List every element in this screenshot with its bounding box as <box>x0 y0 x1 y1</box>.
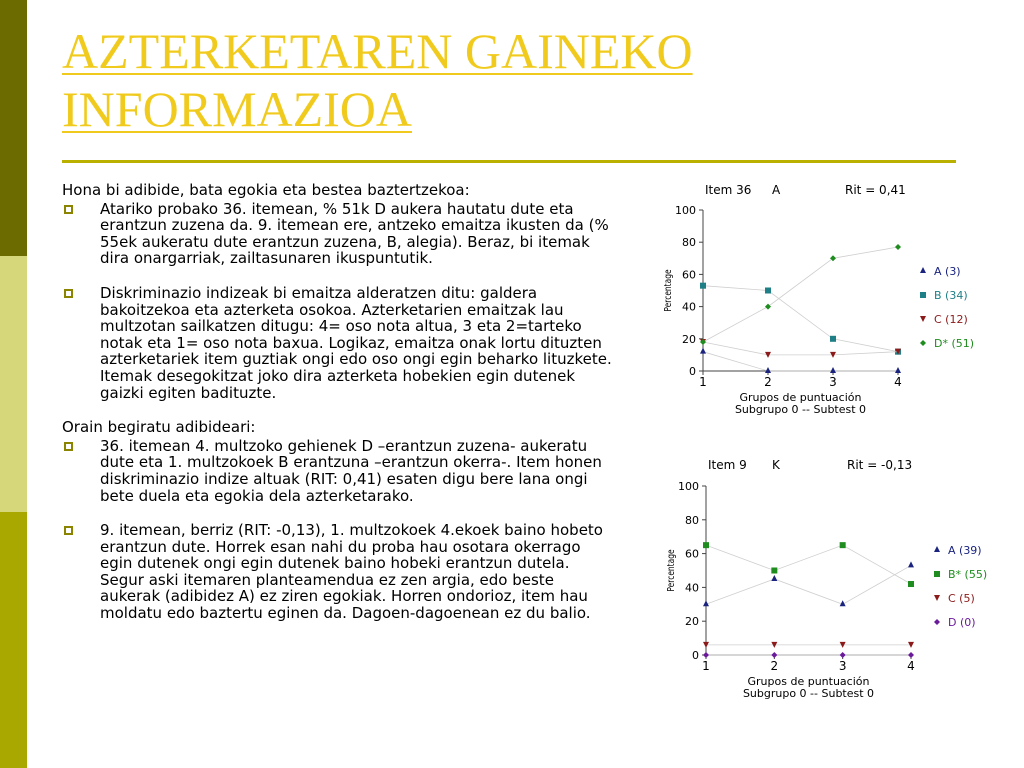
legend-marker <box>934 595 940 601</box>
left-accent-bar <box>0 0 27 768</box>
chart-title-rit: Rit = -0,13 <box>847 458 913 472</box>
data-point <box>765 304 771 310</box>
legend-label: D* (51) <box>934 337 975 350</box>
data-point <box>700 348 706 354</box>
intro-text: Hona bi adibide, bata egokia eta bestea baztertzekoa: <box>62 181 470 199</box>
legend-marker <box>920 316 926 322</box>
data-point <box>771 568 777 574</box>
title-line-2: INFORMAZIOA <box>62 81 412 137</box>
y-tick-label: 100 <box>675 204 696 217</box>
series-line <box>706 565 911 604</box>
legend-marker <box>934 619 940 625</box>
data-point <box>895 244 901 250</box>
x-tick-label: 4 <box>894 375 902 389</box>
x-axis-label: Grupos de puntuación <box>747 675 870 688</box>
list-item <box>62 522 612 622</box>
page-title <box>62 22 942 138</box>
item-9-chart <box>620 450 990 705</box>
chart-subtitle: Subgrupo 0 -- Subtest 0 <box>734 403 867 416</box>
list-item-text: Atariko probako 36. itemean, % 51k D aukera hautatu dute eta erantzun zuzena da. 9. itemean ere, antzeko emaitza ikusten da (% 55ek aukeratu dute erantzun zuzena, B, alegia). Beraz, bi itemak dira onargarriak, zailtasunaren ikuspuntutik. <box>100 199 609 268</box>
legend-label: B (34) <box>934 289 968 302</box>
list-item-text: 9. itemean, berriz (RIT: -0,13), 1. multzokoek 4.ekoek baino hobeto erantzun dute. Horrek esan nahi du proba hau osotara okerrago egin dutenek ongi egin dutenek baino hobeki erantzun dutela. Segur aski itemaren planteamendua ez zen argia, edo beste aukerak (adibidez A) ez ziren egokiak. Horren ondorioz, item hau moldatu edo baztertu eginen da. Dagoen-dagoenean ez du balio. <box>100 521 603 623</box>
legend-label: A (3) <box>934 265 961 278</box>
x-tick-label: 2 <box>764 375 772 389</box>
y-tick-label: 80 <box>682 236 696 250</box>
legend-label: A (39) <box>948 544 982 557</box>
chart-title-rit: Rit = 0,41 <box>845 183 906 197</box>
legend-label: D (0) <box>948 616 976 629</box>
series-line <box>703 247 898 342</box>
y-tick-label: 20 <box>682 332 696 346</box>
legend-marker <box>920 340 926 346</box>
series-line <box>706 545 911 584</box>
title-line-1: AZTERKETAREN GAINEKO <box>62 23 693 79</box>
y-tick-label: 20 <box>685 615 699 629</box>
square-bullet-icon <box>64 442 73 451</box>
legend-marker <box>934 546 940 552</box>
intro-text-2: Orain begiratu adibideari: <box>62 418 256 437</box>
y-axis-label: Percentage <box>663 269 675 312</box>
x-axis-label: Grupos de puntuación <box>739 391 862 404</box>
y-axis-label: Percentage <box>666 549 678 592</box>
y-tick-label: 100 <box>678 480 699 493</box>
x-tick-label: 4 <box>907 659 915 673</box>
accent-bar-bottom <box>0 512 27 768</box>
accent-bar-top <box>0 0 27 256</box>
y-tick-label: 0 <box>692 649 699 662</box>
x-tick-label: 3 <box>829 375 837 389</box>
x-tick-label: 2 <box>770 659 779 673</box>
list-item <box>62 285 612 401</box>
list-item-text: Diskriminazio indizeak bi emaitza alderatzen ditu: galdera bakoitzekoa eta azterketa osokoa. Azterketarien emaitzak lau multzotan sailkatzen ditugu: 4= oso nota altua, 3 eta 2=tarteko notak eta 1= oso nota baxua. Logikaz, emaitza onak lortu dituzten azterketariek item guztiak ongi edo oso ongi egin beharko lituzkete. Itemak desegokitzat joko dira azterketa hobekien egin dutenek gaizki egiten badituzte. <box>100 283 612 402</box>
legend-marker <box>934 571 940 577</box>
data-point <box>908 561 914 567</box>
x-tick-label: 1 <box>702 659 710 673</box>
data-point <box>703 652 709 658</box>
chart-title-item: Item 36 <box>705 183 752 197</box>
body-text <box>62 182 612 622</box>
legend-marker <box>920 292 926 298</box>
data-point <box>908 581 914 587</box>
data-point <box>895 367 901 373</box>
legend-label: B* (55) <box>948 568 988 581</box>
chart-title-item: Item 9 <box>708 458 747 472</box>
data-point <box>771 652 777 658</box>
y-tick-label: 0 <box>689 365 696 378</box>
legend-label: C (12) <box>934 313 968 326</box>
data-point <box>840 652 846 658</box>
list-item-text: 36. itemean 4. multzoko gehienek D –erantzun zuzena- aukeratu dute eta 1. multzokoek B erantzuna –erantzun okerra-. Item honen diskriminazio indize altuak (RIT: 0,41) esaten digu bere lana ongi bete duela eta egokia dela azterketarako. <box>100 436 602 505</box>
list-item <box>62 438 612 504</box>
square-bullet-icon <box>64 526 73 535</box>
data-point <box>700 283 706 289</box>
legend-label: C (5) <box>948 592 975 605</box>
legend-marker <box>920 267 926 273</box>
y-tick-label: 60 <box>685 547 699 561</box>
chart-title-key: A <box>772 183 781 197</box>
data-point <box>830 336 836 342</box>
data-point <box>830 255 836 261</box>
series-line <box>703 342 898 355</box>
data-point <box>771 575 777 581</box>
square-bullet-icon <box>64 205 73 214</box>
list-item <box>62 201 612 267</box>
x-tick-label: 1 <box>699 375 707 389</box>
y-tick-label: 80 <box>685 513 699 527</box>
data-point <box>840 542 846 548</box>
chart-subtitle: Subgrupo 0 -- Subtest 0 <box>742 687 875 700</box>
y-tick-label: 40 <box>685 581 699 595</box>
x-tick-label: 3 <box>838 659 847 673</box>
data-point <box>765 288 771 294</box>
accent-bar-middle <box>0 256 27 512</box>
chart-title-key: K <box>772 458 780 472</box>
series-line <box>703 286 898 352</box>
item-36-chart <box>620 175 990 425</box>
y-tick-label: 60 <box>682 268 696 282</box>
square-bullet-icon <box>64 289 73 298</box>
y-tick-label: 40 <box>682 300 696 314</box>
data-point <box>703 542 709 548</box>
data-point <box>830 367 836 373</box>
data-point <box>908 652 914 658</box>
title-divider <box>62 160 956 163</box>
